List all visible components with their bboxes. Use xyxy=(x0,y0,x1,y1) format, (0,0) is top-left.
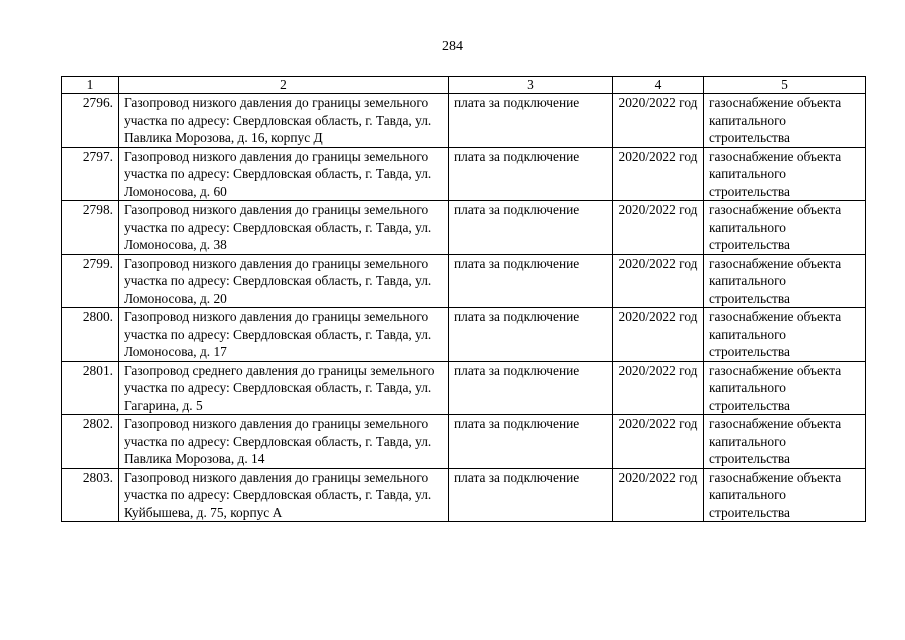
funding-source: плата за подключение xyxy=(449,308,613,362)
funding-source: плата за подключение xyxy=(449,147,613,201)
implementation-period: 2020/2022 год xyxy=(613,415,704,469)
object-purpose: газоснабжение объекта капитального строительства xyxy=(704,254,866,308)
object-purpose: газоснабжение объекта капитального строительства xyxy=(704,361,866,415)
table-row xyxy=(62,94,866,148)
table-header-row xyxy=(62,77,866,94)
table-row xyxy=(62,201,866,255)
funding-source: плата за подключение xyxy=(449,415,613,469)
row-number: 2800. xyxy=(62,308,119,362)
funding-source: плата за подключение xyxy=(449,94,613,148)
column-header-1: 1 xyxy=(62,77,119,94)
row-number: 2803. xyxy=(62,468,119,522)
object-description: Газопровод низкого давления до границы земельного участка по адресу: Свердловская область, г. Тавда, ул. Ломоносова, д. 38 xyxy=(119,201,449,255)
object-purpose: газоснабжение объекта капитального строительства xyxy=(704,415,866,469)
implementation-period: 2020/2022 год xyxy=(613,361,704,415)
object-description: Газопровод низкого давления до границы земельного участка по адресу: Свердловская область, г. Тавда, ул. Павлика Морозова, д. 16, корпус Д xyxy=(119,94,449,148)
row-number: 2801. xyxy=(62,361,119,415)
row-number: 2797. xyxy=(62,147,119,201)
funding-source: плата за подключение xyxy=(449,468,613,522)
funding-source: плата за подключение xyxy=(449,361,613,415)
column-header-4: 4 xyxy=(613,77,704,94)
table-row xyxy=(62,147,866,201)
implementation-period: 2020/2022 год xyxy=(613,308,704,362)
object-purpose: газоснабжение объекта капитального строительства xyxy=(704,147,866,201)
table-row xyxy=(62,468,866,522)
row-number: 2796. xyxy=(62,94,119,148)
column-header-5: 5 xyxy=(704,77,866,94)
object-purpose: газоснабжение объекта капитального строительства xyxy=(704,201,866,255)
object-description: Газопровод низкого давления до границы земельного участка по адресу: Свердловская область, г. Тавда, ул. Ломоносова, д. 60 xyxy=(119,147,449,201)
table-row xyxy=(62,254,866,308)
row-number: 2799. xyxy=(62,254,119,308)
object-description: Газопровод низкого давления до границы земельного участка по адресу: Свердловская область, г. Тавда, ул. Павлика Морозова, д. 14 xyxy=(119,415,449,469)
column-header-3: 3 xyxy=(449,77,613,94)
implementation-period: 2020/2022 год xyxy=(613,94,704,148)
object-purpose: газоснабжение объекта капитального строительства xyxy=(704,308,866,362)
funding-source: плата за подключение xyxy=(449,254,613,308)
implementation-period: 2020/2022 год xyxy=(613,468,704,522)
object-description: Газопровод низкого давления до границы земельного участка по адресу: Свердловская область, г. Тавда, ул. Ломоносова, д. 20 xyxy=(119,254,449,308)
object-description: Газопровод низкого давления до границы земельного участка по адресу: Свердловская область, г. Тавда, ул. Ломоносова, д. 17 xyxy=(119,308,449,362)
object-purpose: газоснабжение объекта капитального строительства xyxy=(704,94,866,148)
row-number: 2798. xyxy=(62,201,119,255)
row-number: 2802. xyxy=(62,415,119,469)
object-description: Газопровод низкого давления до границы земельного участка по адресу: Свердловская область, г. Тавда, ул. Куйбышева, д. 75, корпус А xyxy=(119,468,449,522)
implementation-period: 2020/2022 год xyxy=(613,147,704,201)
implementation-period: 2020/2022 год xyxy=(613,201,704,255)
page-number: 284 xyxy=(442,39,463,54)
object-description: Газопровод среднего давления до границы земельного участка по адресу: Свердловская область, г. Тавда, ул. Гагарина, д. 5 xyxy=(119,361,449,415)
implementation-period: 2020/2022 год xyxy=(613,254,704,308)
investment-registry-table xyxy=(61,76,866,522)
table-row xyxy=(62,308,866,362)
column-header-2: 2 xyxy=(119,77,449,94)
table-row xyxy=(62,361,866,415)
table-row xyxy=(62,415,866,469)
funding-source: плата за подключение xyxy=(449,201,613,255)
object-purpose: газоснабжение объекта капитального строительства xyxy=(704,468,866,522)
